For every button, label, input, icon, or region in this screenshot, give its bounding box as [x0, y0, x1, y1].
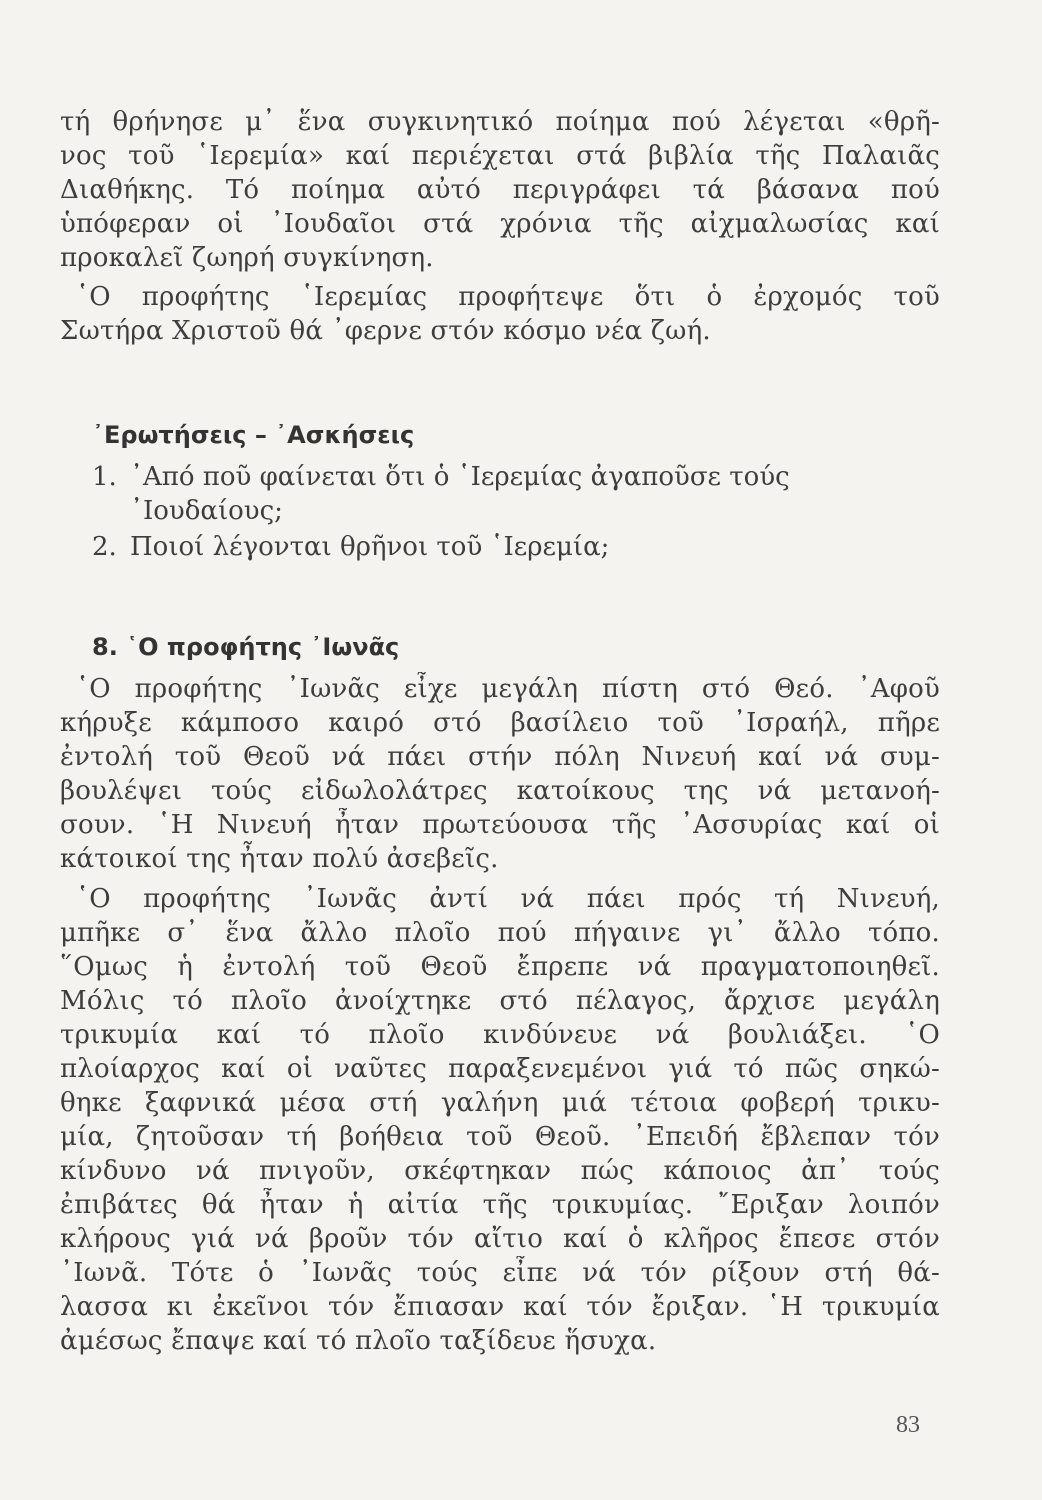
question-number: 1.	[92, 462, 117, 492]
section-heading: 8. ῾Ο προφήτης ᾿Ιωνᾶς	[92, 633, 400, 661]
page-number: 83	[896, 1412, 920, 1438]
text-line: ῾Ο προφήτης ᾿Ιωνᾶς ἀντί νά πάει πρός τή Νινευή,	[76, 884, 940, 914]
text-line: κάτοικοί της ἦταν πολύ ἀσεβεῖς.	[60, 844, 499, 874]
text-line: προκαλεῖ ζωηρή συγκίνηση.	[60, 243, 434, 273]
text-line: πλοίαρχος καί οἱ ναῦτες παραξενεμένοι γιά τό πῶς σηκώ-	[60, 1054, 940, 1084]
questions-heading: ᾿Ερωτήσεις – ᾿Ασκήσεις	[92, 421, 415, 449]
text-line: λασσα κι ἐκεῖνοι τόν ἔπιασαν καί τόν ἔριξαν. ῾Η τρικυμία	[60, 1292, 940, 1322]
text-line: Σωτήρα Χριστοῦ θά ᾿φερνε στόν κόσμο νέα ζωή.	[60, 316, 711, 346]
question-number: 2.	[92, 532, 117, 562]
text-line: μπῆκε σ᾿ ἕνα ἄλλο πλοῖο πού πήγαινε γι᾿ ἄλλο τόπο.	[60, 918, 940, 948]
text-line: ῞Ομως ἡ ἐντολή τοῦ Θεοῦ ἔπρεπε νά πραγματοποιηθεῖ.	[60, 952, 940, 982]
text-line: ῾Ο προφήτης ῾Ιερεμίας προφήτεψε ὅτι ὁ ἐρχομός τοῦ	[76, 282, 940, 312]
text-line: κίνδυνο νά πνιγοῦν, σκέφτηκαν πώς κάποιος ἀπ᾿ τούς	[60, 1156, 940, 1186]
text-line: κλήρους γιά νά βροῦν τόν αἴτιο καί ὁ κλῆρος ἔπεσε στόν	[60, 1224, 940, 1254]
text-line: τή θρήνησε μ᾿ ἕνα συγκινητικό ποίημα πού λέγεται «θρῆ-	[60, 107, 940, 137]
question-text: ᾿Από ποῦ φαίνεται ὅτι ὁ ῾Ιερεμίας ἀγαποῦσε τούς	[130, 462, 790, 492]
text-line: Μόλις τό πλοῖο ἀνοίχτηκε στό πέλαγος, ἄρχισε μεγάλη	[60, 986, 940, 1016]
text-line: Διαθήκης. Τό ποίημα αὐτό περιγράφει τά βάσανα πού	[60, 175, 940, 205]
text-line: θηκε ξαφνικά μέσα στή γαλήνη μιά τέτοια φοβερή τρικυ-	[60, 1088, 940, 1118]
text-line: κήρυξε κάμποσο καιρό στό βασίλειο τοῦ ᾿Ισραήλ, πῆρε	[60, 708, 940, 738]
text-line: ὑπόφεραν οἱ ᾿Ιουδαῖοι στά χρόνια τῆς αἰχμαλωσίας καί	[60, 209, 940, 239]
text-line: βουλέψει τούς εἰδωλολάτρες κατοίκους της νά μετανοή-	[60, 776, 940, 806]
question-text: Ποιοί λέγονται θρῆνοι τοῦ ῾Ιερεμία;	[130, 532, 610, 562]
text-line: σουν. ῾Η Νινευή ἦταν πρωτεύουσα τῆς ᾿Ασσυρίας καί οἱ	[60, 810, 940, 840]
text-line: νος τοῦ ῾Ιερεμία» καί περιέχεται στά βιβλία τῆς Παλαιᾶς	[60, 141, 940, 171]
text-line: ᾿Ιωνᾶ. Τότε ὁ ᾿Ιωνᾶς τούς εἶπε νά τόν ρίξουν στή θά-	[60, 1258, 940, 1288]
text-line: ἀμέσως ἔπαψε καί τό πλοῖο ταξίδευε ἥσυχα.	[60, 1326, 657, 1356]
text-line: ῾Ο προφήτης ᾿Ιωνᾶς εἶχε μεγάλη πίστη στό Θεό. ᾿Αφοῦ	[76, 674, 940, 704]
text-line: ἐπιβάτες θά ἦταν ἡ αἰτία τῆς τρικυμίας. ῎Εριξαν λοιπόν	[60, 1190, 940, 1220]
text-line: μία, ζητοῦσαν τή βοήθεια τοῦ Θεοῦ. ᾿Επειδή ἔβλεπαν τόν	[60, 1122, 940, 1152]
text-line: τρικυμία καί τό πλοῖο κινδύνευε νά βουλιάξει. ῾Ο	[60, 1020, 940, 1050]
text-line: ἐντολή τοῦ Θεοῦ νά πάει στήν πόλη Νινευή καί νά συμ-	[60, 742, 940, 772]
question-text: ᾿Ιουδαίους;	[130, 496, 283, 526]
